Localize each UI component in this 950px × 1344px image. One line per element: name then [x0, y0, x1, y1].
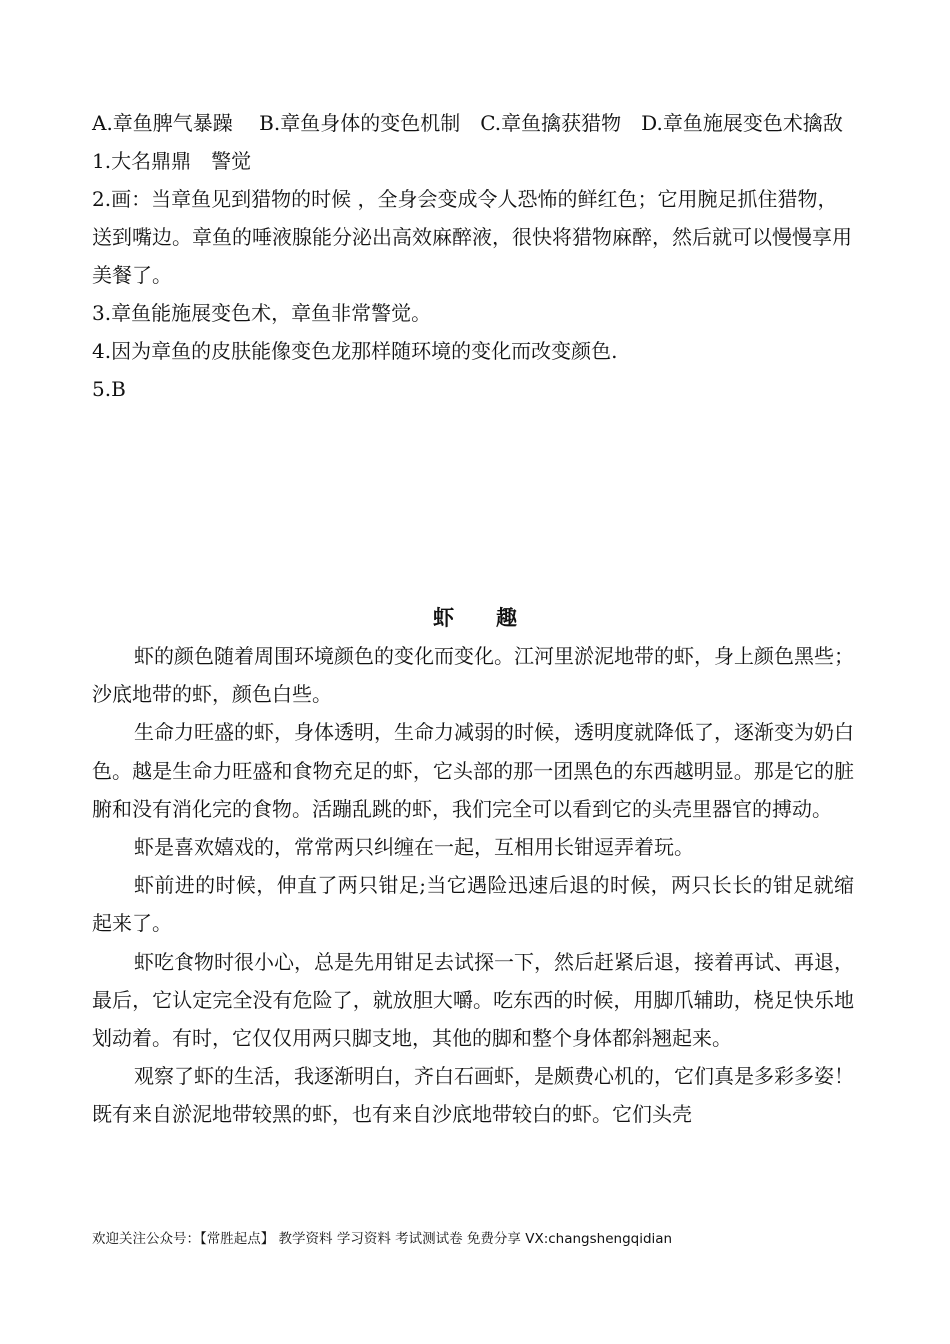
article-title	[0, 600, 950, 636]
question-options: A.章鱼脾气暴躁 B.章鱼身体的变色机制 C.章鱼擒获猎物 D.章鱼施展变色术擒敌	[92, 111, 843, 135]
article-body	[92, 637, 854, 1134]
article-paragraph: 生命力旺盛的虾，身体透明，生命力减弱的时候，透明度就降低了，逐渐变为奶白色。越是生命力旺盛和食物充足的虾，它头部的那一团黑色的东西越明显。那是它的脏腑和没有消化完的食物。活蹦乱跳的虾，我们完全可以看到它的头壳里器官的搏动。	[92, 720, 854, 821]
answer-section	[92, 104, 854, 408]
answer-2: 2.画：当章鱼见到猎物的时候 ，全身会变成令人恐怖的鲜红色；它用腕足抓住猎物，送到嘴边。章鱼的唾液腺能分泌出高效麻醉液，很快将猎物麻醉，然后就可以慢慢享用美餐了。	[92, 187, 852, 287]
article-paragraph: 虾的颜色随着周围环境颜色的变化而变化。江河里淤泥地带的虾，身上颜色黑些；沙底地带的虾，颜色白些。	[92, 644, 854, 707]
page-footer: 欢迎关注公众号：【常胜起点】 教学资料 学习资料 考试测试卷 免费分享 VX:changshengqidian	[92, 1231, 673, 1247]
article-paragraph: 虾吃食物时很小心，总是先用钳足去试探一下，然后赶紧后退，接着再试、再退，最后，它认定完全没有危险了，就放胆大嚼。吃东西的时候，用脚爪辅助，桡足快乐地划动着。有时，它仅仅用两只脚支地，其他的脚和整个身体都斜翘起来。	[92, 949, 854, 1051]
article-title-part-2: 趣	[496, 605, 517, 630]
article-paragraph: 虾是喜欢嬉戏的，常常两只纠缠在一起，互相用长钳逗弄着玩。	[134, 835, 694, 860]
article-paragraph: 虾前进的时候，伸直了两只钳足;当它遇险迅速后退的时候，两只长长的钳足就缩起来了。	[92, 873, 854, 936]
answer-5: 5.B	[92, 377, 126, 401]
answer-4: 4.因为章鱼的皮肤能像变色龙那样随环境的变化而改变颜色.	[92, 339, 618, 363]
article-paragraph: 观察了虾的生活，我逐渐明白，齐白石画虾，是颇费心机的，它们真是多彩多姿！既有来自淤泥地带较黑的虾，也有来自沙底地带较白的虾。它们头壳	[92, 1064, 854, 1127]
article-title-part-1: 虾	[433, 605, 454, 630]
answer-3: 3.章鱼能施展变色术，章鱼非常警觉。	[92, 301, 432, 325]
answer-1: 1.大名鼎鼎 警觉	[92, 149, 252, 173]
